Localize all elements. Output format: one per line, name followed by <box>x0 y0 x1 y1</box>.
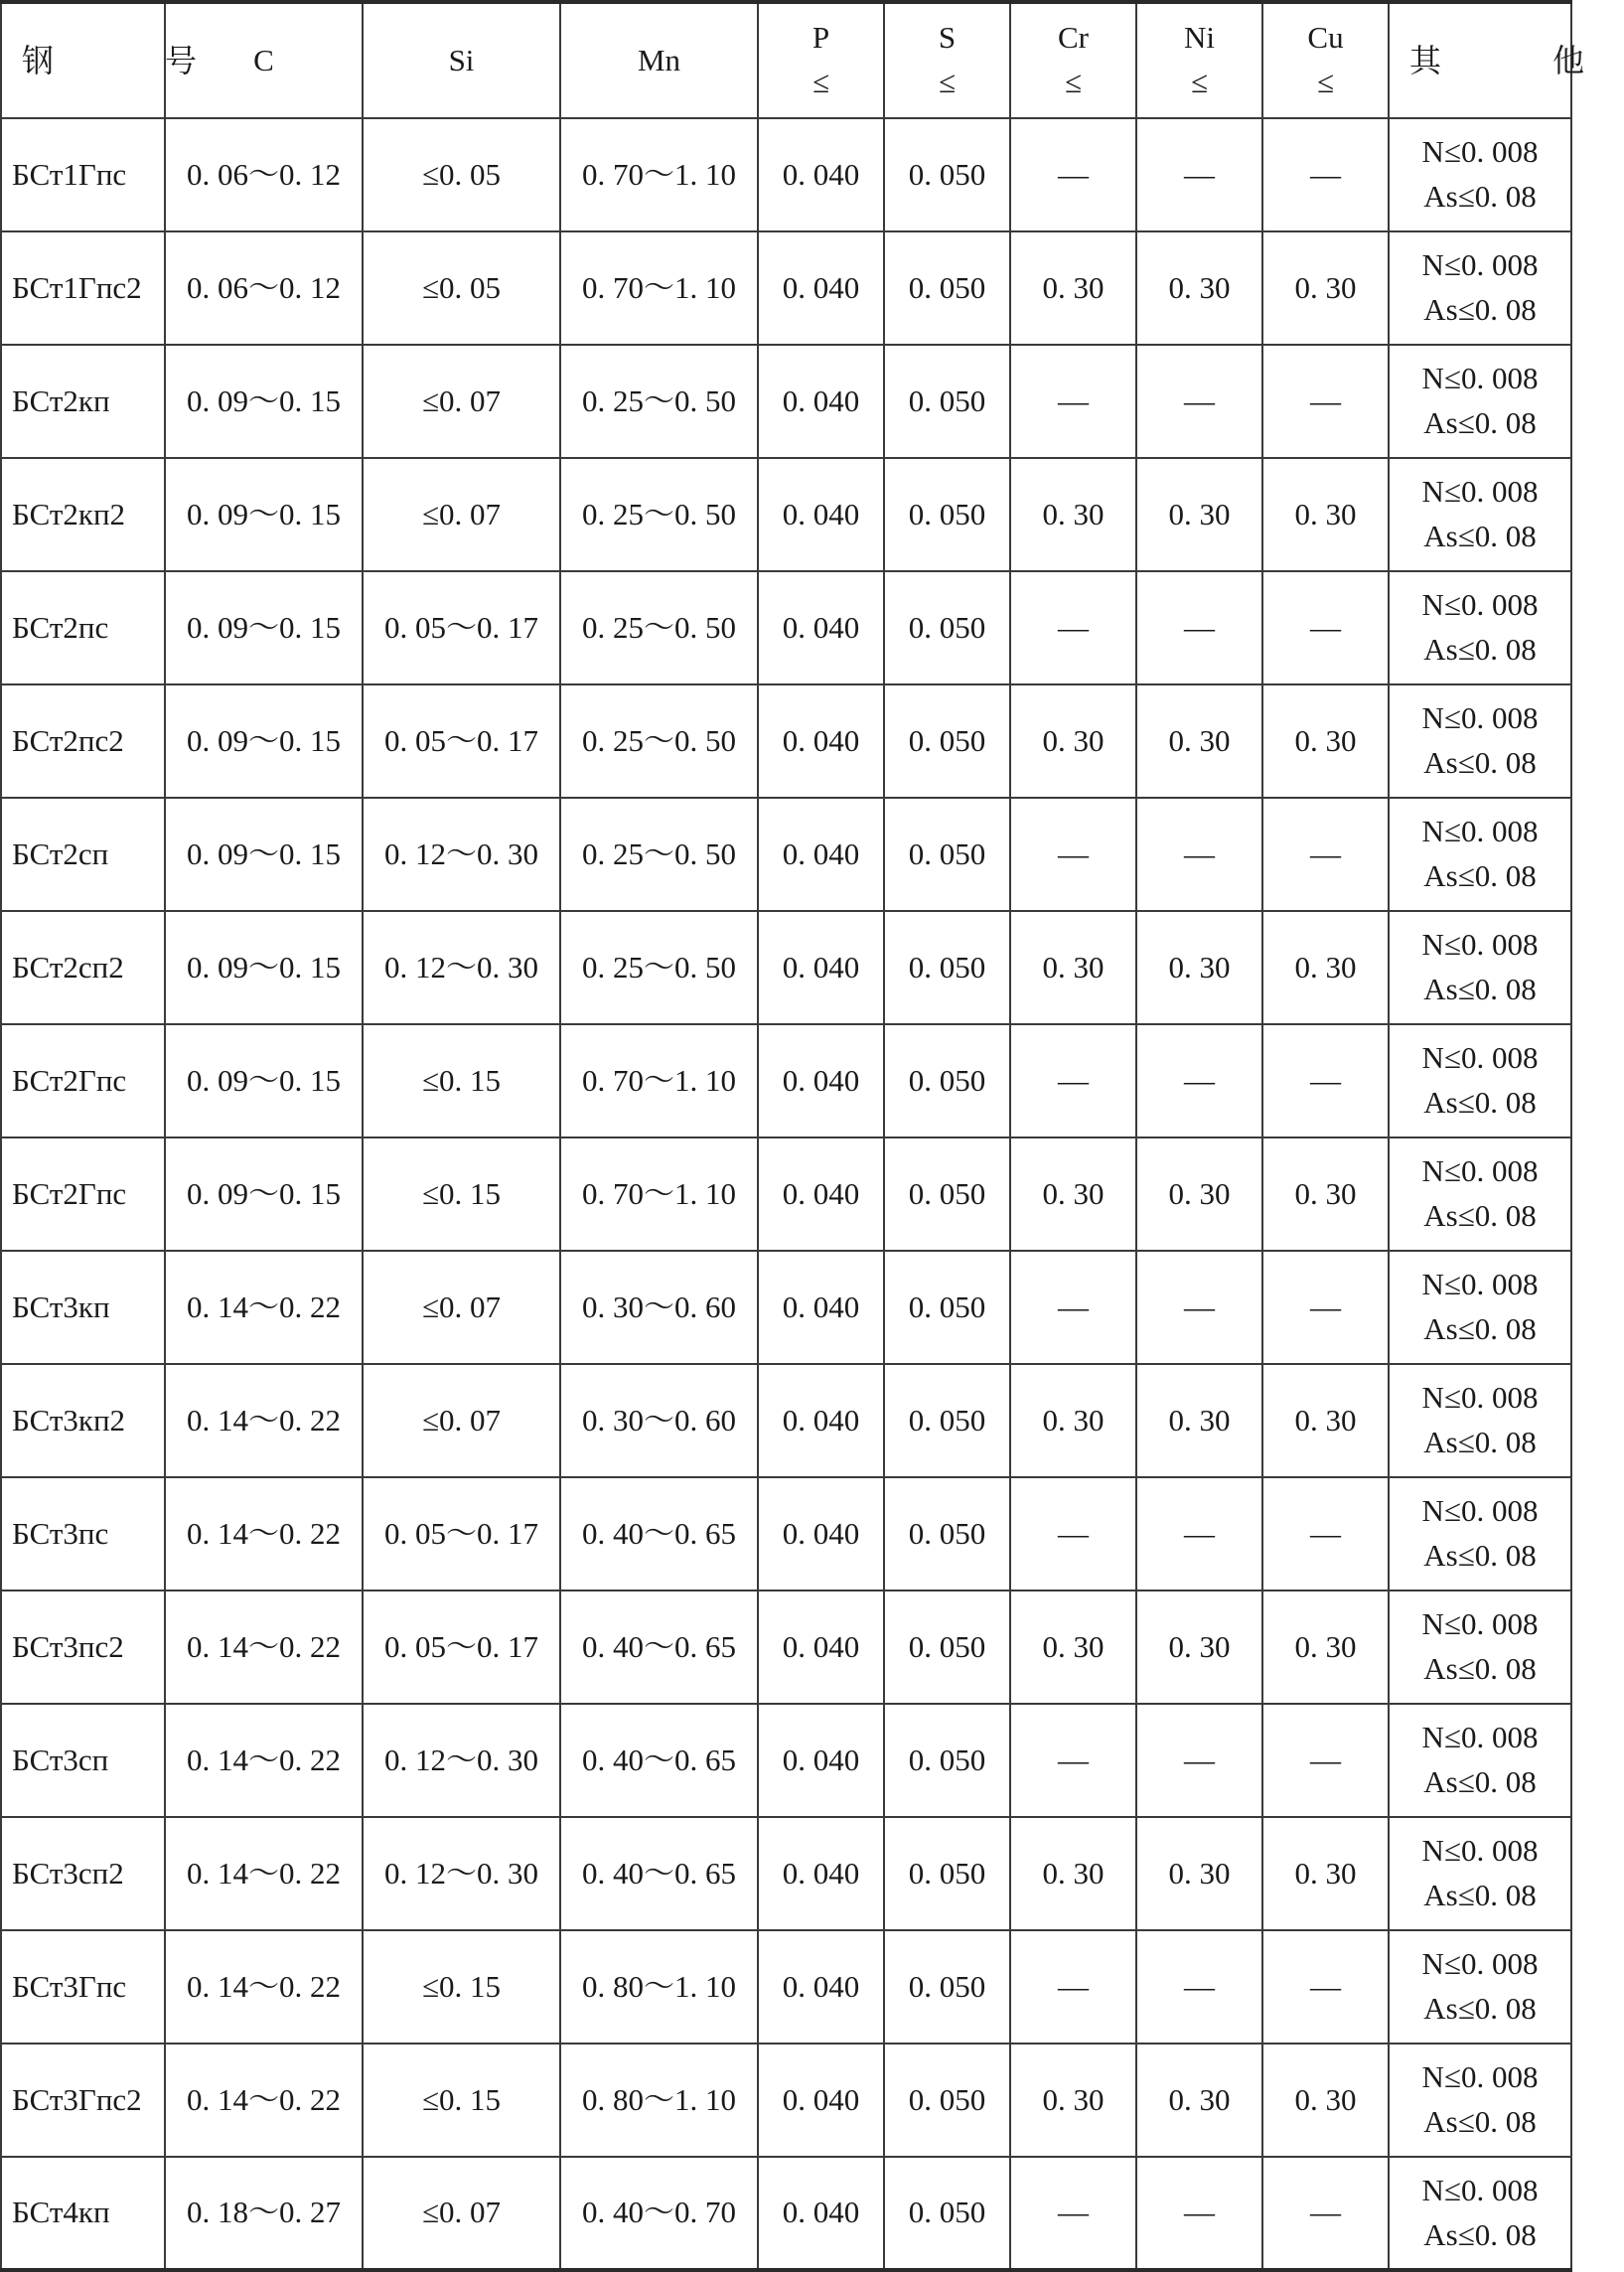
table-row <box>1 1930 1571 2044</box>
header-cu <box>1262 2 1389 118</box>
header-p-leq: ≤ <box>812 65 829 99</box>
cell-cu: — <box>1262 118 1389 231</box>
cell-other-n: N≤0. 008 <box>1421 1380 1539 1416</box>
cell-cu: 0. 30 <box>1262 1590 1389 1704</box>
cell-s: 0. 050 <box>884 118 1010 231</box>
cell-s: 0. 050 <box>884 1137 1010 1251</box>
cell-other-as: As≤0. 08 <box>1423 179 1537 214</box>
cell-s: 0. 050 <box>884 2157 1010 2270</box>
cell-other <box>1389 2157 1571 2270</box>
cell-other-as: As≤0. 08 <box>1423 1764 1537 1799</box>
cell-cu: 0. 30 <box>1262 1137 1389 1251</box>
cell-p: 0. 040 <box>758 2044 884 2157</box>
cell-si: ≤0. 15 <box>363 1137 560 1251</box>
cell-mn: 0. 70～1. 10 <box>560 1137 758 1251</box>
cell-si: ≤0. 05 <box>363 231 560 345</box>
header-cu-leq: ≤ <box>1316 65 1334 99</box>
cell-ni: 0. 30 <box>1136 1364 1262 1477</box>
table-header-row <box>1 2 1571 118</box>
cell-p: 0. 040 <box>758 1817 884 1930</box>
cell-si: 0. 12～0. 30 <box>363 798 560 911</box>
cell-other-as: As≤0. 08 <box>1423 1085 1537 1120</box>
cell-other <box>1389 118 1571 231</box>
cell-c: 0. 09～0. 15 <box>165 1137 363 1251</box>
table-row <box>1 1137 1571 1251</box>
cell-mn: 0. 70～1. 10 <box>560 231 758 345</box>
cell-cr: 0. 30 <box>1010 2044 1136 2157</box>
cell-s: 0. 050 <box>884 1590 1010 1704</box>
cell-ni: — <box>1136 571 1262 684</box>
cell-p: 0. 040 <box>758 911 884 1024</box>
cell-si: ≤0. 15 <box>363 2044 560 2157</box>
header-c: C <box>165 2 363 118</box>
cell-cr: 0. 30 <box>1010 1590 1136 1704</box>
cell-p: 0. 040 <box>758 1137 884 1251</box>
cell-mn: 0. 80～1. 10 <box>560 2044 758 2157</box>
cell-c: 0. 14～0. 22 <box>165 2044 363 2157</box>
cell-c: 0. 09～0. 15 <box>165 345 363 458</box>
cell-c: 0. 09～0. 15 <box>165 684 363 798</box>
cell-cr: 0. 30 <box>1010 231 1136 345</box>
table-row <box>1 1817 1571 1930</box>
cell-s: 0. 050 <box>884 1024 1010 1137</box>
cell-mn: 0. 25～0. 50 <box>560 458 758 571</box>
cell-s: 0. 050 <box>884 684 1010 798</box>
cell-grade: БСт1Гпс <box>1 118 165 231</box>
cell-p: 0. 040 <box>758 1704 884 1817</box>
cell-cu: — <box>1262 1477 1389 1590</box>
cell-p: 0. 040 <box>758 1930 884 2044</box>
cell-grade: БСт1Гпс2 <box>1 231 165 345</box>
cell-c: 0. 09～0. 15 <box>165 798 363 911</box>
table-row <box>1 571 1571 684</box>
header-s <box>884 2 1010 118</box>
cell-ni: — <box>1136 1704 1262 1817</box>
cell-s: 0. 050 <box>884 345 1010 458</box>
cell-p: 0. 040 <box>758 2157 884 2270</box>
header-grade: 钢 号 <box>1 2 165 118</box>
cell-other <box>1389 2044 1571 2157</box>
cell-p: 0. 040 <box>758 118 884 231</box>
cell-other-as: As≤0. 08 <box>1423 519 1537 553</box>
cell-other-n: N≤0. 008 <box>1421 1606 1539 1642</box>
cell-mn: 0. 40～0. 65 <box>560 1817 758 1930</box>
cell-other-as: As≤0. 08 <box>1423 972 1537 1006</box>
cell-other-as: As≤0. 08 <box>1423 632 1537 667</box>
cell-s: 0. 050 <box>884 571 1010 684</box>
cell-p: 0. 040 <box>758 1024 884 1137</box>
cell-other <box>1389 571 1571 684</box>
table-row <box>1 231 1571 345</box>
cell-other <box>1389 1251 1571 1364</box>
cell-c: 0. 14～0. 22 <box>165 1590 363 1704</box>
cell-cu: — <box>1262 1024 1389 1137</box>
cell-other-as: As≤0. 08 <box>1423 292 1537 327</box>
cell-ni: 0. 30 <box>1136 458 1262 571</box>
cell-other-n: N≤0. 008 <box>1421 1040 1539 1076</box>
cell-other <box>1389 1704 1571 1817</box>
cell-si: ≤0. 07 <box>363 345 560 458</box>
cell-cr: — <box>1010 345 1136 458</box>
cell-p: 0. 040 <box>758 571 884 684</box>
cell-cu: — <box>1262 1704 1389 1817</box>
cell-mn: 0. 40～0. 65 <box>560 1477 758 1590</box>
cell-s: 0. 050 <box>884 911 1010 1024</box>
header-cr <box>1010 2 1136 118</box>
cell-cr: — <box>1010 1704 1136 1817</box>
cell-mn: 0. 70～1. 10 <box>560 1024 758 1137</box>
cell-other <box>1389 231 1571 345</box>
cell-grade: БСт3сп <box>1 1704 165 1817</box>
cell-grade: БСт3кп2 <box>1 1364 165 1477</box>
cell-ni: 0. 30 <box>1136 1590 1262 1704</box>
cell-cu: — <box>1262 798 1389 911</box>
cell-mn: 0. 30～0. 60 <box>560 1364 758 1477</box>
cell-cu: 0. 30 <box>1262 1364 1389 1477</box>
cell-grade: БСт4кп <box>1 2157 165 2270</box>
cell-other <box>1389 911 1571 1024</box>
cell-mn: 0. 25～0. 50 <box>560 911 758 1024</box>
cell-cr: 0. 30 <box>1010 911 1136 1024</box>
cell-cu: 0. 30 <box>1262 684 1389 798</box>
cell-cr: — <box>1010 1477 1136 1590</box>
cell-cr: — <box>1010 118 1136 231</box>
cell-other-n: N≤0. 008 <box>1421 247 1539 283</box>
cell-other-as: As≤0. 08 <box>1423 2104 1537 2139</box>
cell-si: 0. 12～0. 30 <box>363 1704 560 1817</box>
cell-mn: 0. 40～0. 70 <box>560 2157 758 2270</box>
cell-s: 0. 050 <box>884 1477 1010 1590</box>
cell-other-as: As≤0. 08 <box>1423 1538 1537 1573</box>
cell-other <box>1389 1590 1571 1704</box>
cell-cr: 0. 30 <box>1010 684 1136 798</box>
cell-p: 0. 040 <box>758 798 884 911</box>
cell-other <box>1389 1817 1571 1930</box>
cell-other-as: As≤0. 08 <box>1423 1198 1537 1233</box>
cell-cr: — <box>1010 798 1136 911</box>
header-ni <box>1136 2 1262 118</box>
cell-si: ≤0. 07 <box>363 1251 560 1364</box>
cell-si: 0. 12～0. 30 <box>363 1817 560 1930</box>
cell-p: 0. 040 <box>758 684 884 798</box>
cell-cu: — <box>1262 345 1389 458</box>
table-row <box>1 684 1571 798</box>
cell-other-n: N≤0. 008 <box>1421 1267 1539 1302</box>
cell-si: 0. 05～0. 17 <box>363 1590 560 1704</box>
cell-si: 0. 05～0. 17 <box>363 571 560 684</box>
cell-s: 0. 050 <box>884 798 1010 911</box>
cell-ni: 0. 30 <box>1136 231 1262 345</box>
table-row <box>1 2044 1571 2157</box>
cell-grade: БСт2сп <box>1 798 165 911</box>
cell-other-as: As≤0. 08 <box>1423 1425 1537 1459</box>
header-ni-label: Ni <box>1184 20 1215 56</box>
cell-other <box>1389 1930 1571 2044</box>
cell-s: 0. 050 <box>884 1817 1010 1930</box>
cell-si: ≤0. 07 <box>363 458 560 571</box>
cell-mn: 0. 80～1. 10 <box>560 1930 758 2044</box>
cell-other-n: N≤0. 008 <box>1421 587 1539 623</box>
cell-p: 0. 040 <box>758 1477 884 1590</box>
cell-other <box>1389 458 1571 571</box>
cell-c: 0. 09～0. 15 <box>165 1024 363 1137</box>
cell-si: ≤0. 15 <box>363 1930 560 2044</box>
cell-p: 0. 040 <box>758 1590 884 1704</box>
cell-grade: БСт3пс <box>1 1477 165 1590</box>
cell-p: 0. 040 <box>758 1364 884 1477</box>
header-cr-label: Cr <box>1058 20 1089 56</box>
cell-si: ≤0. 15 <box>363 1024 560 1137</box>
cell-other-n: N≤0. 008 <box>1421 814 1539 849</box>
cell-c: 0. 18～0. 27 <box>165 2157 363 2270</box>
cell-other-n: N≤0. 008 <box>1421 2059 1539 2095</box>
cell-other <box>1389 345 1571 458</box>
cell-si: ≤0. 07 <box>363 2157 560 2270</box>
header-p <box>758 2 884 118</box>
cell-cr: — <box>1010 2157 1136 2270</box>
table-row <box>1 118 1571 231</box>
cell-s: 0. 050 <box>884 1364 1010 1477</box>
header-cu-label: Cu <box>1307 20 1344 56</box>
cell-grade: БСт2пс2 <box>1 684 165 798</box>
table-row <box>1 1251 1571 1364</box>
header-cr-leq: ≤ <box>1064 65 1082 99</box>
cell-other-as: As≤0. 08 <box>1423 405 1537 440</box>
header-s-label: S <box>938 20 957 56</box>
cell-other-n: N≤0. 008 <box>1421 361 1539 396</box>
cell-c: 0. 09～0. 15 <box>165 458 363 571</box>
table-row <box>1 345 1571 458</box>
cell-grade: БСт3кп <box>1 1251 165 1364</box>
cell-grade: БСт2Гпс <box>1 1137 165 1251</box>
cell-other-n: N≤0. 008 <box>1421 474 1539 510</box>
table-row <box>1 2157 1571 2270</box>
cell-cu: 0. 30 <box>1262 1817 1389 1930</box>
table-row <box>1 1590 1571 1704</box>
cell-cr: — <box>1010 1024 1136 1137</box>
cell-s: 0. 050 <box>884 1930 1010 2044</box>
cell-other-n: N≤0. 008 <box>1421 700 1539 736</box>
cell-ni: — <box>1136 2157 1262 2270</box>
cell-ni: — <box>1136 118 1262 231</box>
cell-cr: 0. 30 <box>1010 1817 1136 1930</box>
cell-ni: — <box>1136 1251 1262 1364</box>
cell-grade: БСт2кп2 <box>1 458 165 571</box>
cell-mn: 0. 40～0. 65 <box>560 1590 758 1704</box>
table-row <box>1 1704 1571 1817</box>
cell-s: 0. 050 <box>884 231 1010 345</box>
cell-other <box>1389 1024 1571 1137</box>
cell-cu: 0. 30 <box>1262 911 1389 1024</box>
cell-mn: 0. 30～0. 60 <box>560 1251 758 1364</box>
cell-si: 0. 12～0. 30 <box>363 911 560 1024</box>
cell-other-n: N≤0. 008 <box>1421 1946 1539 1982</box>
cell-other-as: As≤0. 08 <box>1423 1651 1537 1686</box>
cell-ni: — <box>1136 1930 1262 2044</box>
cell-other-n: N≤0. 008 <box>1421 134 1539 170</box>
header-si: Si <box>363 2 560 118</box>
cell-grade: БСт3Гпс2 <box>1 2044 165 2157</box>
cell-other-n: N≤0. 008 <box>1421 2172 1539 2207</box>
table-row <box>1 458 1571 571</box>
cell-other <box>1389 1364 1571 1477</box>
cell-si: 0. 05～0. 17 <box>363 684 560 798</box>
cell-c: 0. 14～0. 22 <box>165 1704 363 1817</box>
cell-other <box>1389 798 1571 911</box>
table-row <box>1 1477 1571 1590</box>
cell-other-as: As≤0. 08 <box>1423 745 1537 780</box>
cell-si: ≤0. 05 <box>363 118 560 231</box>
cell-other-n: N≤0. 008 <box>1421 1493 1539 1529</box>
cell-other-n: N≤0. 008 <box>1421 1153 1539 1189</box>
cell-si: 0. 05～0. 17 <box>363 1477 560 1590</box>
cell-c: 0. 06～0. 12 <box>165 118 363 231</box>
cell-mn: 0. 25～0. 50 <box>560 571 758 684</box>
cell-ni: 0. 30 <box>1136 684 1262 798</box>
cell-other <box>1389 1137 1571 1251</box>
header-mn: Mn <box>560 2 758 118</box>
header-other: 其 他 <box>1389 2 1571 118</box>
cell-ni: — <box>1136 798 1262 911</box>
header-s-leq: ≤ <box>938 65 956 99</box>
cell-cr: 0. 30 <box>1010 1364 1136 1477</box>
cell-other-as: As≤0. 08 <box>1423 1878 1537 1912</box>
cell-grade: БСт2пс <box>1 571 165 684</box>
cell-cu: — <box>1262 1930 1389 2044</box>
cell-grade: БСт3сп2 <box>1 1817 165 1930</box>
header-ni-leq: ≤ <box>1190 65 1208 99</box>
cell-p: 0. 040 <box>758 231 884 345</box>
cell-grade: БСт2кп <box>1 345 165 458</box>
cell-c: 0. 09～0. 15 <box>165 911 363 1024</box>
cell-ni: 0. 30 <box>1136 1137 1262 1251</box>
cell-ni: 0. 30 <box>1136 911 1262 1024</box>
cell-c: 0. 06～0. 12 <box>165 231 363 345</box>
cell-ni: — <box>1136 345 1262 458</box>
cell-s: 0. 050 <box>884 458 1010 571</box>
cell-other-as: As≤0. 08 <box>1423 1311 1537 1346</box>
cell-cu: 0. 30 <box>1262 2044 1389 2157</box>
cell-other <box>1389 1477 1571 1590</box>
table-row <box>1 911 1571 1024</box>
cell-other-as: As≤0. 08 <box>1423 1991 1537 2026</box>
cell-other-as: As≤0. 08 <box>1423 858 1537 893</box>
table-row <box>1 1024 1571 1137</box>
cell-cu: — <box>1262 1251 1389 1364</box>
cell-mn: 0. 25～0. 50 <box>560 684 758 798</box>
cell-cr: 0. 30 <box>1010 458 1136 571</box>
cell-c: 0. 14～0. 22 <box>165 1930 363 2044</box>
header-p-label: P <box>812 20 830 56</box>
cell-mn: 0. 40～0. 65 <box>560 1704 758 1817</box>
cell-mn: 0. 25～0. 50 <box>560 345 758 458</box>
cell-other-as: As≤0. 08 <box>1423 2216 1537 2252</box>
cell-ni: 0. 30 <box>1136 1817 1262 1930</box>
cell-other <box>1389 684 1571 798</box>
cell-other-n: N≤0. 008 <box>1421 1833 1539 1869</box>
cell-c: 0. 14～0. 22 <box>165 1477 363 1590</box>
cell-p: 0. 040 <box>758 458 884 571</box>
cell-mn: 0. 25～0. 50 <box>560 798 758 911</box>
cell-mn: 0. 70～1. 10 <box>560 118 758 231</box>
cell-cu: — <box>1262 571 1389 684</box>
cell-cr: — <box>1010 1930 1136 2044</box>
cell-s: 0. 050 <box>884 1251 1010 1364</box>
cell-c: 0. 14～0. 22 <box>165 1364 363 1477</box>
cell-cu: 0. 30 <box>1262 231 1389 345</box>
cell-c: 0. 14～0. 22 <box>165 1817 363 1930</box>
cell-other-n: N≤0. 008 <box>1421 927 1539 963</box>
cell-c: 0. 09～0. 15 <box>165 571 363 684</box>
cell-ni: 0. 30 <box>1136 2044 1262 2157</box>
cell-other-n: N≤0. 008 <box>1421 1720 1539 1755</box>
cell-p: 0. 040 <box>758 345 884 458</box>
cell-c: 0. 14～0. 22 <box>165 1251 363 1364</box>
table-row <box>1 1364 1571 1477</box>
cell-p: 0. 040 <box>758 1251 884 1364</box>
cell-si: ≤0. 07 <box>363 1364 560 1477</box>
cell-grade: БСт3пс2 <box>1 1590 165 1704</box>
table-row <box>1 798 1571 911</box>
cell-grade: БСт2сп2 <box>1 911 165 1024</box>
cell-cu: 0. 30 <box>1262 458 1389 571</box>
cell-s: 0. 050 <box>884 2044 1010 2157</box>
cell-cr: 0. 30 <box>1010 1137 1136 1251</box>
cell-cu: — <box>1262 2157 1389 2270</box>
cell-grade: БСт3Гпс <box>1 1930 165 2044</box>
cell-ni: — <box>1136 1024 1262 1137</box>
cell-grade: БСт2Гпс <box>1 1024 165 1137</box>
cell-ni: — <box>1136 1477 1262 1590</box>
cell-cr: — <box>1010 1251 1136 1364</box>
cell-s: 0. 050 <box>884 1704 1010 1817</box>
cell-cr: — <box>1010 571 1136 684</box>
